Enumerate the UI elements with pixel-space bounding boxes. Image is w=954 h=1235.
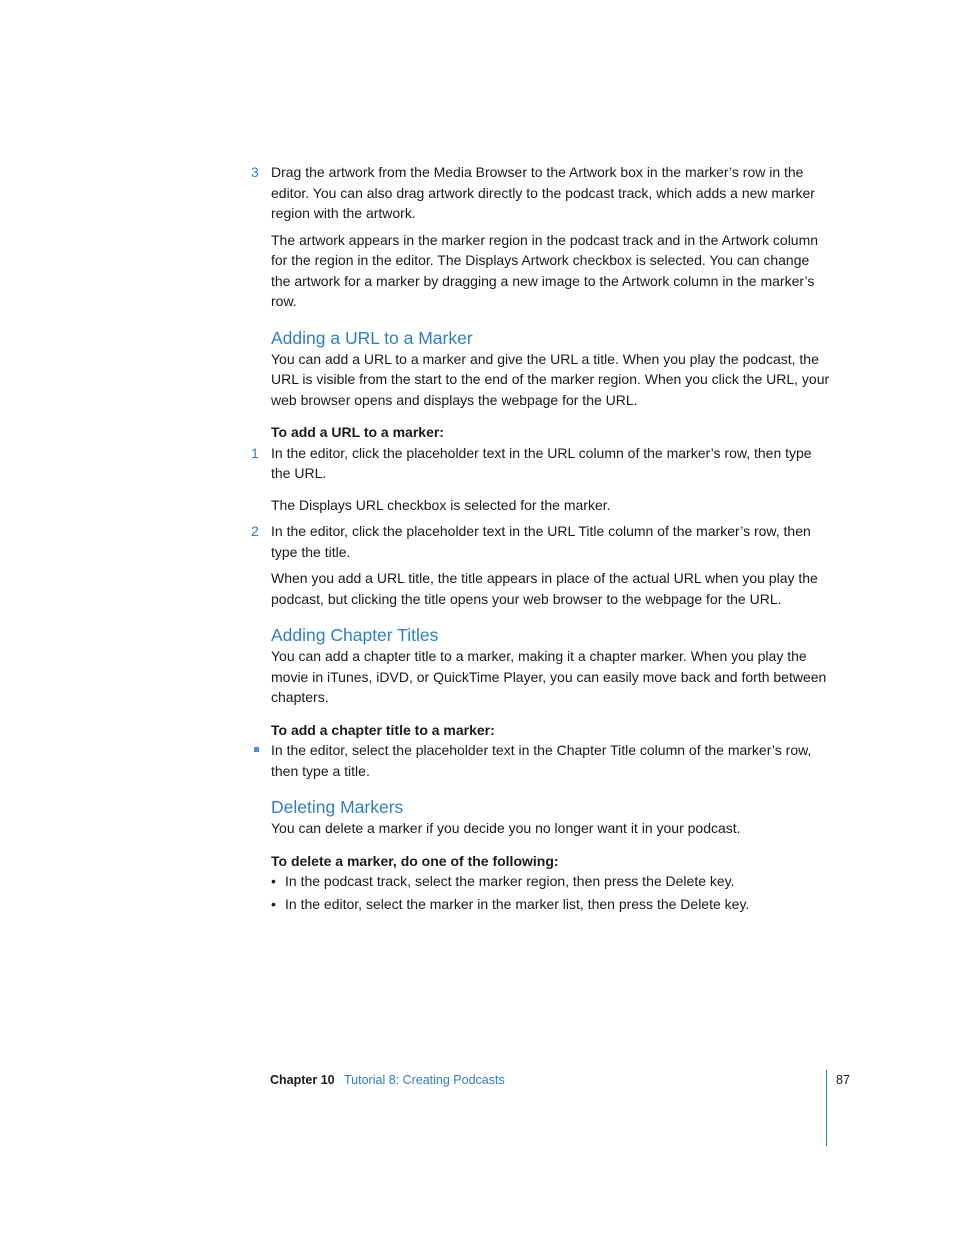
step-number: 3	[251, 164, 259, 180]
step-number: 2	[251, 523, 259, 539]
step-number: 1	[251, 444, 259, 461]
task-heading-chapter: To add a chapter title to a marker:	[271, 721, 495, 738]
page-number: 87	[836, 1073, 850, 1087]
bullet-dot-icon: •	[271, 873, 276, 889]
task-heading-url: To add a URL to a marker:	[271, 424, 444, 440]
step-followup: When you add a URL title, the title appears in place of the actual URL when you play the podcast, but clicking the title opens your web browser to the webpage for the URL.	[271, 570, 818, 607]
list-item	[271, 871, 831, 892]
url-step-2	[251, 521, 831, 562]
section-heading-url: Adding a URL to a Marker	[271, 327, 473, 348]
chapter-bullet-item	[271, 740, 831, 781]
bullet-text: In the editor, select the placeholder text in the Chapter Title column of the marker’s row, then type a title.	[271, 742, 812, 779]
section-intro-delete: You can delete a marker if you decide you no longer want it in your podcast.	[271, 820, 741, 836]
step-followup: The artwork appears in the marker region in the podcast track and in the Artwork column for the region in the editor. The Displays Artwork checkbox is selected. You can change the artwork for a marker by dragging a new image to the Artwork column in the marker’s row.	[271, 231, 819, 309]
list-item	[271, 894, 831, 915]
task-heading-delete: To delete a marker, do one of the following:	[271, 852, 559, 869]
step-text: In the editor, click the placeholder text in the URL Title column of the marker’s row, then type the title.	[271, 523, 811, 560]
footer-chapter-label: Chapter 10	[270, 1073, 335, 1087]
footer-divider	[826, 1070, 827, 1146]
footer-chapter-title: Tutorial 8: Creating Podcasts	[344, 1073, 505, 1087]
section-heading-delete: Deleting Markers	[271, 797, 404, 817]
list-item-text: In the editor, select the marker in the marker list, then press the Delete key.	[285, 895, 750, 912]
step-followup: The Displays URL checkbox is selected for the marker.	[271, 496, 611, 513]
url-step-1	[251, 443, 831, 484]
step-text: Drag the artwork from the Media Browser to the Artwork box in the marker’s row in the editor. You can also drag artwork directly to the podcast track, which adds a new marker region with the artwork.	[271, 164, 815, 221]
square-bullet-icon	[254, 747, 259, 752]
section-intro-url: You can add a URL to a marker and give the URL a title. When you play the podcast, the URL is visible from the start to the end of the marker region. When you click the URL, your web browser opens and displays the webpage for the URL.	[271, 350, 830, 408]
bullet-dot-icon: •	[271, 895, 276, 912]
list-item-text: In the podcast track, select the marker region, then press the Delete key.	[285, 873, 735, 889]
step-3	[251, 162, 831, 224]
section-heading-chapter: Adding Chapter Titles	[271, 625, 439, 645]
page-content	[251, 162, 831, 914]
step-text: In the editor, click the placeholder text in the URL column of the marker’s row, then type the URL.	[271, 444, 812, 481]
section-intro-chapter: You can add a chapter title to a marker, making it a chapter marker. When you play the movie in iTunes, iDVD, or QuickTime Player, you can easily move back and forth between chapters.	[271, 648, 827, 705]
